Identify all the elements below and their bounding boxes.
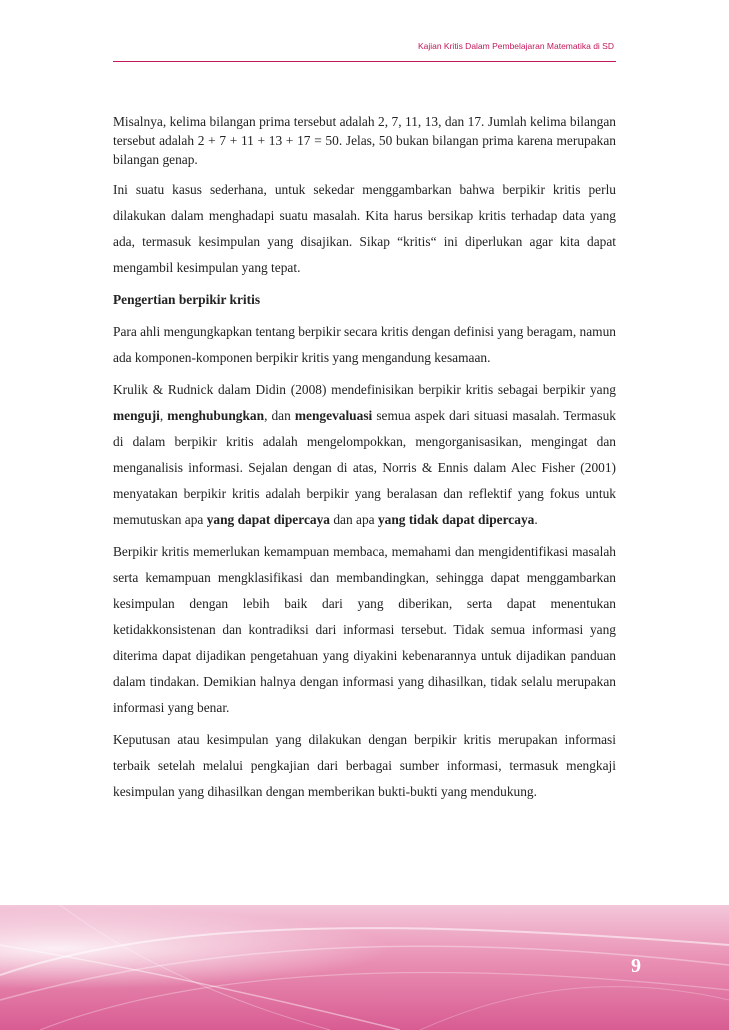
bold-term: mengevaluasi <box>294 408 373 423</box>
text-run: dan apa <box>329 512 378 527</box>
decorative-footer-band <box>0 905 729 1030</box>
paragraph-prime-example: Misalnya, kelima bilangan prima tersebut adalah 2, 7, 11, 13, dan 17. Jumlah kelima bilangan tersebut adalah 2 + 7 + 11 + 13 + 17 = 50. Jelas, 50 bukan bilangan prima karena merupakan bilangan genap. <box>113 114 616 167</box>
text-run: . <box>534 512 538 527</box>
bold-term: yang tidak dapat dipercaya <box>377 512 535 527</box>
text-run: Krulik & Rudnick dalam Didin (2008) mendefinisikan berpikir kritis sebagai berpikir yang <box>113 382 616 397</box>
paragraph-experts: Para ahli mengungkapkan tentang berpikir secara kritis dengan definisi yang beragam, namun ada komponen-komponen berpikir kritis yang mengandung kesamaan. <box>113 324 616 365</box>
page-body <box>113 112 616 811</box>
paragraph-definitions <box>113 377 616 533</box>
running-header <box>113 37 616 62</box>
text-run: , dan <box>264 408 295 423</box>
running-title: Kajian Kritis Dalam Pembelajaran Matematika di SD <box>417 41 614 51</box>
paragraph-requirements: Berpikir kritis memerlukan kemampuan membaca, memahami dan mengidentifikasi masalah serta kemampuan mengklasifikasi dan membandingkan, sehingga dapat menggambarkan kesimpulan dengan lebih baik dari yang diberikan, serta dapat menentukan ketidakkonsistenan dan kontradiksi dari informasi tersebut. Tidak semua informasi yang diterima dapat dijadikan pengetahuan yang diyakini kebenarannya untuk dijadikan panduan dalam tindakan. Demikian halnya dengan informasi yang dihasilkan, tidak selalu merupakan informasi yang benar. <box>113 544 616 715</box>
bold-term: yang dapat dipercaya <box>206 512 330 527</box>
bold-term: menguji <box>113 408 160 423</box>
text-run: semua aspek dari situasi masalah. Termasuk di dalam berpikir kritis adalah mengelompokkan, mengorganisasikan, mengingat dan menganalisis informasi. Sejalan dengan di atas, Norris & Ennis dalam Alec Fisher (2001) menyatakan berpikir kritis adalah berpikir yang beralasan dan reflektif yang fokus untuk memutuskan apa <box>113 408 616 527</box>
bold-term: menghubungkan <box>167 408 265 423</box>
text-run: , <box>159 408 168 423</box>
paragraph-simple-case: Ini suatu kasus sederhana, untuk sekedar menggambarkan bahwa berpikir kritis perlu dilakukan dalam menghadapi suatu masalah. Kita harus bersikap kritis terhadap data yang ada, termasuk kesimpulan yang disajikan. Sikap “kritis“ ini diperlukan agar kita dapat mengambil kesimpulan yang tepat. <box>113 182 616 275</box>
section-heading: Pengertian berpikir kritis <box>113 292 261 307</box>
paragraph-decisions: Keputusan atau kesimpulan yang dilakukan dengan berpikir kritis merupakan informasi terbaik setelah melalui pengkajian dari berbagai sumber informasi, termasuk mengkaji kesimpulan yang dihasilkan dengan memberikan bukti-bukti yang mendukung. <box>113 732 616 799</box>
page-number: 9 <box>631 955 641 977</box>
footer-swirl-graphic <box>0 905 729 1030</box>
